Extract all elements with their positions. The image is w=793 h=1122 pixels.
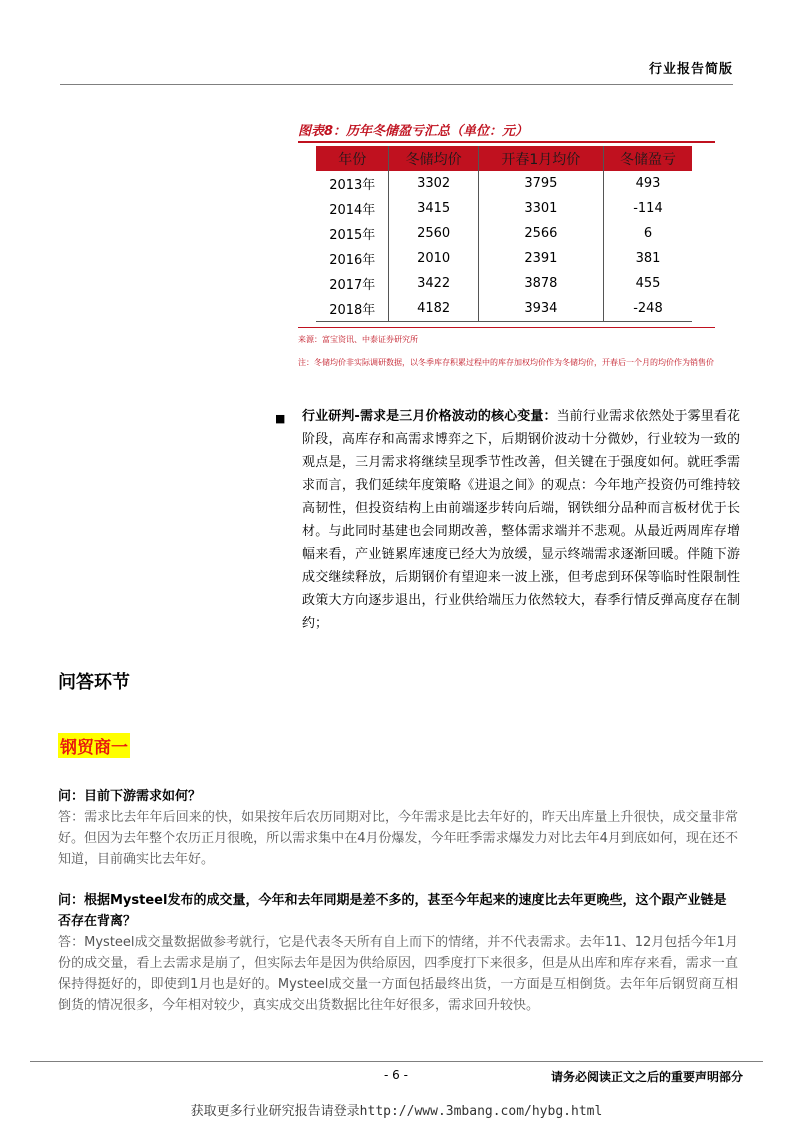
cell-storage-avg: 2010	[389, 246, 478, 271]
paragraph-lead: 行业研判-需求是三月价格波动的核心变量：	[302, 409, 557, 424]
table-row	[316, 171, 692, 196]
cell-profit-loss: 381	[635, 251, 661, 266]
industry-judgment-paragraph	[302, 405, 740, 635]
report-header-title: 行业报告简版	[648, 62, 733, 77]
cell-storage-avg: 2560	[389, 221, 478, 246]
cell-storage-avg: 3422	[389, 271, 478, 296]
table-row	[316, 246, 692, 271]
cell-storage-avg: 3302	[389, 171, 478, 196]
qa-block-2	[58, 890, 738, 1016]
cell-profit-loss: -114	[633, 201, 663, 216]
col-year: 年份	[316, 146, 389, 171]
qa-block-1	[58, 786, 738, 870]
cell-spring-avg: 3795	[478, 171, 603, 196]
cell-spring-avg: 3301	[478, 196, 603, 221]
col-spring-avg: 开春1月均价	[478, 146, 603, 171]
col-storage-avg: 冬储均价	[389, 146, 478, 171]
cell-spring-avg: 3878	[478, 271, 603, 296]
paragraph-text: 当前行业需求依然处于雾里看花阶段，高库存和高需求博弈之下，后期钢价波动十分微妙，行业较为一致的观点是，三月需求将继续呈现季节性改善，但关键在于强度如何。就旺季需求而言，我们延续年度策略《进退之间》的观点：今年地产投资仍可维持较高韧性，但投资结构上由前端逐步转向后端，钢铁细分品种而言板材优于长材。与此同时基建也会同期改善，整体需求端并不悲观。从最近两周库存增幅来看，产业链累库速度已经大为放缓，显示终端需求逐渐回暖。伴随下游成交继续释放，后期钢价有望迎来一波上涨，但考虑到环保等临时性限制性政策大方向逐步退出，行业供给端压力依然较大，春季行情反弹高度存在制约；	[302, 409, 740, 631]
cell-year: 2018年	[316, 296, 389, 322]
page-number: - 6 -	[384, 1068, 408, 1082]
table-row	[316, 296, 692, 322]
figure-bottom-rule	[298, 327, 715, 328]
speaker-tag: 钢贸商一	[58, 733, 130, 758]
table-row	[316, 221, 692, 246]
figure-note: 注：冬储均价非实际调研数据，以冬季库存积累过程中的库存加权均价作为冬储均价，开春后一个月的均价作为销售价	[298, 358, 714, 367]
cell-year: 2015年	[316, 221, 389, 246]
winter-storage-table	[316, 146, 692, 322]
table-row	[316, 196, 692, 221]
answer: 答：需求比去年年后回来的快，如果按年后农历同期对比，今年需求是比去年好的，昨天出库量上升很快，成交量非常好。但因为去年整个农历正月很晚，所以需求集中在4月份爆发，今年旺季需求爆发力对比去年4月到底如何，现在还不知道，目前确实比去年好。	[58, 810, 738, 867]
cell-year: 2016年	[316, 246, 389, 271]
cell-storage-avg: 3415	[389, 196, 478, 221]
answer: 答：Mysteel成交量数据做参考就行，它是代表冬天所有自上而下的情绪，并不代表需求。去年11、12月包括今年1月份的成交量，看上去需求是崩了，但实际去年是因为供给原因，四季度打下来很多，但是从出库和库存来看，需求一直保持得挺好的，即使到1月也是好的。Mysteel成交量一方面包括最终出货，一方面是互相倒货。去年年后钢贸商互相倒货的情况很多，今年相对较少，真实成交出货数据比往年好很多，需求回升较快。	[58, 935, 738, 1013]
cell-spring-avg: 2566	[478, 221, 603, 246]
figure-source: 来源：富宝资讯、中泰证券研究所	[298, 335, 418, 344]
cell-spring-avg: 2391	[478, 246, 603, 271]
footer-divider	[30, 1061, 763, 1062]
question: 问：目前下游需求如何？	[58, 789, 202, 804]
cell-profit-loss: 493	[635, 176, 661, 191]
promo-link-text[interactable]: 获取更多行业研究报告请登录http://www.3mbang.com/hybg.html	[190, 1104, 603, 1119]
footer-disclaimer: 请务必阅读正文之后的重要声明部分	[550, 1070, 743, 1084]
cell-year: 2014年	[316, 196, 389, 221]
table-row	[316, 271, 692, 296]
cell-profit-loss: -248	[603, 296, 692, 322]
cell-profit-loss: 455	[635, 276, 661, 291]
cell-spring-avg: 3934	[478, 296, 603, 322]
cell-profit-loss: 6	[643, 226, 653, 241]
col-profit-loss: 冬储盈亏	[603, 146, 692, 171]
cell-year: 2017年	[316, 271, 389, 296]
cell-storage-avg: 4182	[389, 296, 478, 322]
section-title: 问答环节	[58, 672, 130, 693]
question: 问：根据Mysteel发布的成交量，今年和去年同期是差不多的，甚至今年起来的速度比去年更晚些，这个跟产业链是否存在背离？	[58, 893, 727, 929]
figure-top-rule	[298, 141, 715, 143]
bullet-square-icon: ■	[275, 412, 286, 425]
figure-caption: 图表8：历年冬储盈亏汇总（单位：元）	[298, 124, 529, 139]
header-divider	[60, 84, 733, 85]
cell-year: 2013年	[316, 171, 389, 196]
